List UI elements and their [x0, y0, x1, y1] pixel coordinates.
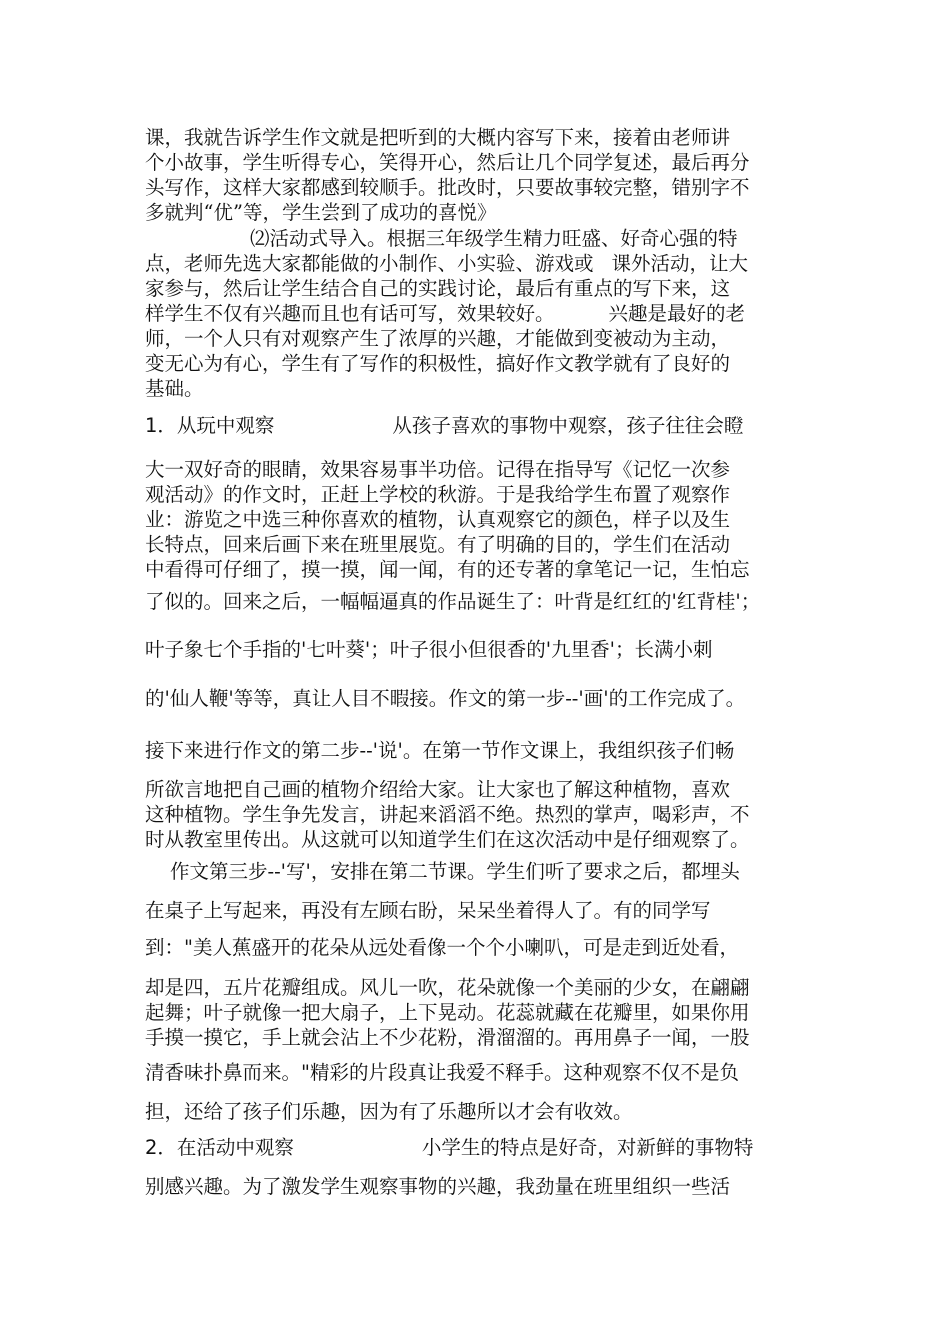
paragraph-line: 所欲言地把自己画的植物介绍给大家。让大家也了解这种植物，喜欢: [145, 778, 731, 801]
paragraph-line: 却是四，五片花瓣组成。风儿一吹，花朵就像一个美丽的少女，在翩翩: [145, 976, 750, 999]
paragraph-line: 头写作，这样大家都感到较顺手。批改时，只要故事较完整，错别字不: [145, 176, 750, 199]
text-segment: 点，老师先选大家都能做的小制作、小实验、游戏或: [145, 252, 594, 275]
paragraph-line: 在桌子上写起来，再没有左顾右盼，呆呆坐着得人了。有的同学写: [145, 899, 711, 922]
paragraph-line: 时从教室里传出。从这就可以知道学生们在这次活动中是仔细观察了。: [145, 828, 750, 851]
paragraph-line: 大一双好奇的眼睛，效果容易事半功倍。记得在指导写《记忆一次参: [145, 458, 731, 481]
text-segment: 从孩子喜欢的事物中观察，孩子往往会瞪: [392, 414, 744, 437]
paragraph-line: 接下来进行作文的第二步--'说'。在第一节作文课上，我组织孩子们畅: [145, 739, 735, 762]
paragraph-line: 变无心为有心，学生有了写作的积极性，搞好作文教学就有了良好的: [145, 352, 731, 375]
paragraph-line: 到："美人蕉盛开的花朵从远处看像一个个小喇叭，可是走到近处看，: [145, 936, 739, 959]
section-heading-line: [145, 1136, 825, 1160]
paragraph-line: 清香味扑鼻而来。"精彩的片段真让我爱不释手。这种观察不仅不是负: [145, 1061, 739, 1084]
paragraph-line: 这种植物。学生争先发言，讲起来滔滔不绝。热烈的掌声，喝彩声，不: [145, 803, 750, 826]
paragraph-line: 别感兴趣。为了激发学生观察事物的兴趣，我劲量在班里组织一些活: [145, 1175, 731, 1198]
paragraph-line: 师，一个人只有对观察产生了浓厚的兴趣，才能做到变被动为主动，: [145, 327, 731, 350]
paragraph-line: 个小故事，学生听得专心，笑得开心，然后让几个同学复述，最后再分: [145, 151, 750, 174]
paragraph-line: 家参与，然后让学生结合自己的实践讨论，最后有重点的写下来，这: [145, 277, 731, 300]
paragraph-line: 观活动》的作文时，正赶上学校的秋游。于是我给学生布置了观察作: [145, 483, 731, 506]
text-segment: 课外活动，让大: [611, 252, 749, 275]
paragraph-line: 担，还给了孩子们乐趣，因为有了乐趣所以才会有收效。: [145, 1100, 633, 1123]
section-heading: 1．从玩中观察: [145, 414, 275, 437]
paragraph-line: 业：游览之中选三种你喜欢的植物，认真观察它的颜色，样子以及生: [145, 508, 731, 531]
paragraph-line: ⑵活动式导入。根据三年级学生精力旺盛、好奇心强的特: [250, 227, 738, 250]
paragraph-line: 手摸一摸它，手上就会沾上不少花粉，滑溜溜的。再用鼻子一闻，一股: [145, 1026, 750, 1049]
paragraph-line: 多就判“优”等，学生尝到了成功的喜悦》: [145, 201, 497, 224]
paragraph-line: 中看得可仔细了，摸一摸，闻一闻，有的还专著的拿笔记一记，生怕忘: [145, 558, 750, 581]
paragraph-line: 基础。: [145, 377, 204, 400]
text-segment: 小学生的特点是好奇，对新鲜的事物特: [421, 1136, 754, 1159]
paragraph-line: 起舞；叶子就像一把大扇子，上下晃动。花蕊就藏在花瓣里，如果你用: [145, 1001, 750, 1024]
text-segment: 兴趣是最好的老: [608, 302, 746, 325]
paragraph-line: 了似的。回来之后，一幅幅逼真的作品诞生了：叶背是红红的'红背桂'；: [145, 590, 761, 613]
section-heading: 2．在活动中观察: [145, 1136, 294, 1159]
text-segment: 样学生不仅有兴趣而且也有话可写，效果较好。: [145, 302, 555, 325]
paragraph-line: 课，我就告诉学生作文就是把听到的大概内容写下来，接着由老师讲: [145, 126, 731, 149]
paragraph-line: 的'仙人鞭'等等，真让人目不暇接。作文的第一步--'画'的工作完成了。: [145, 687, 746, 710]
paragraph-line: 长特点，回来后画下来在班里展览。有了明确的目的，学生们在活动: [145, 533, 731, 556]
paragraph-line: 叶子象七个手指的'七叶葵'；叶子很小但很香的'九里香'；长满小刺: [145, 638, 713, 661]
paragraph-line: 作文第三步--'写'，安排在第二节课。学生们听了要求之后，都埋头: [170, 860, 740, 883]
paragraph-line: [145, 302, 825, 326]
paragraph-line: [145, 252, 825, 276]
section-heading-line: [145, 414, 825, 438]
